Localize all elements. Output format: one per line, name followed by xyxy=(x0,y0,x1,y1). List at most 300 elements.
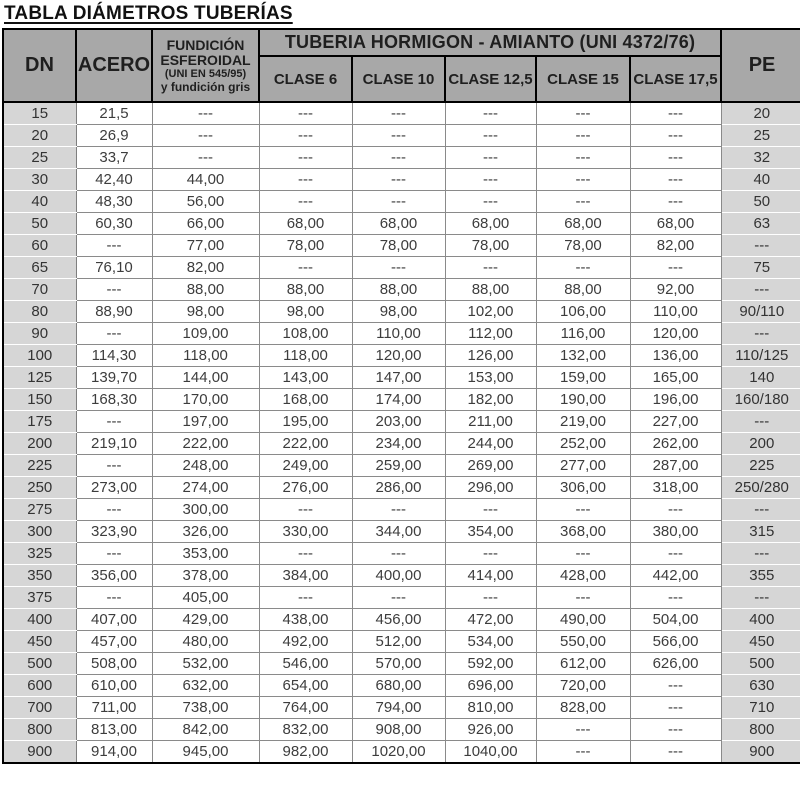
value-cell: 190,00 xyxy=(536,389,630,411)
value-cell: 654,00 xyxy=(259,675,352,697)
value-cell: 88,00 xyxy=(352,279,445,301)
dn-cell: 25 xyxy=(3,147,76,169)
value-cell: 286,00 xyxy=(352,477,445,499)
value-cell: 842,00 xyxy=(152,719,259,741)
value-cell: --- xyxy=(445,169,536,191)
value-cell: --- xyxy=(76,323,152,345)
value-cell: --- xyxy=(536,169,630,191)
value-cell: --- xyxy=(536,499,630,521)
value-cell: 1040,00 xyxy=(445,741,536,764)
fundicion-label-line4: y fundición gris xyxy=(160,79,251,94)
value-cell: 508,00 xyxy=(76,653,152,675)
value-cell: 442,00 xyxy=(630,565,721,587)
value-cell: 76,10 xyxy=(76,257,152,279)
value-cell: 813,00 xyxy=(76,719,152,741)
value-cell: 77,00 xyxy=(152,235,259,257)
dn-cell: 225 xyxy=(3,455,76,477)
dn-cell: 70 xyxy=(3,279,76,301)
value-cell: --- xyxy=(536,125,630,147)
dn-cell: 80 xyxy=(3,301,76,323)
value-cell: --- xyxy=(445,499,536,521)
value-cell: --- xyxy=(352,587,445,609)
pe-cell: --- xyxy=(721,279,800,301)
value-cell: --- xyxy=(259,257,352,279)
value-cell: --- xyxy=(259,125,352,147)
value-cell: 287,00 xyxy=(630,455,721,477)
col-header-clase-17-5: CLASE 17,5 xyxy=(630,56,721,102)
value-cell: --- xyxy=(445,543,536,565)
value-cell: 356,00 xyxy=(76,565,152,587)
pe-cell: 315 xyxy=(721,521,800,543)
value-cell: 306,00 xyxy=(536,477,630,499)
value-cell: --- xyxy=(259,587,352,609)
diameter-table xyxy=(2,28,800,764)
value-cell: 262,00 xyxy=(630,433,721,455)
value-cell: --- xyxy=(630,257,721,279)
value-cell: 318,00 xyxy=(630,477,721,499)
table-row xyxy=(3,675,800,697)
value-cell: 56,00 xyxy=(152,191,259,213)
value-cell: --- xyxy=(76,543,152,565)
value-cell: 144,00 xyxy=(152,367,259,389)
table-row xyxy=(3,301,800,323)
table-row xyxy=(3,169,800,191)
value-cell: 504,00 xyxy=(630,609,721,631)
table-row xyxy=(3,631,800,653)
value-cell: 98,00 xyxy=(352,301,445,323)
value-cell: 120,00 xyxy=(352,345,445,367)
value-cell: 534,00 xyxy=(445,631,536,653)
value-cell: 222,00 xyxy=(152,433,259,455)
value-cell: --- xyxy=(352,102,445,125)
value-cell: --- xyxy=(630,697,721,719)
value-cell: --- xyxy=(630,147,721,169)
pe-cell: 200 xyxy=(721,433,800,455)
value-cell: 68,00 xyxy=(630,213,721,235)
value-cell: 982,00 xyxy=(259,741,352,764)
value-cell: --- xyxy=(630,741,721,764)
pe-cell: 90/110 xyxy=(721,301,800,323)
value-cell: --- xyxy=(536,257,630,279)
value-cell: 269,00 xyxy=(445,455,536,477)
value-cell: --- xyxy=(76,279,152,301)
value-cell: 126,00 xyxy=(445,345,536,367)
value-cell: --- xyxy=(352,125,445,147)
value-cell: --- xyxy=(536,543,630,565)
value-cell: 612,00 xyxy=(536,653,630,675)
value-cell: 492,00 xyxy=(259,631,352,653)
dn-cell: 40 xyxy=(3,191,76,213)
dn-cell: 700 xyxy=(3,697,76,719)
col-header-clase-15: CLASE 15 xyxy=(536,56,630,102)
table-row xyxy=(3,411,800,433)
value-cell: --- xyxy=(76,587,152,609)
dn-cell: 325 xyxy=(3,543,76,565)
value-cell: 405,00 xyxy=(152,587,259,609)
pe-cell: --- xyxy=(721,411,800,433)
dn-cell: 200 xyxy=(3,433,76,455)
pe-cell: 450 xyxy=(721,631,800,653)
dn-cell: 450 xyxy=(3,631,76,653)
value-cell: 196,00 xyxy=(630,389,721,411)
value-cell: 353,00 xyxy=(152,543,259,565)
value-cell: 116,00 xyxy=(536,323,630,345)
value-cell: 414,00 xyxy=(445,565,536,587)
dn-cell: 275 xyxy=(3,499,76,521)
value-cell: 197,00 xyxy=(152,411,259,433)
dn-cell: 100 xyxy=(3,345,76,367)
pe-cell: 20 xyxy=(721,102,800,125)
table-row xyxy=(3,653,800,675)
value-cell: 118,00 xyxy=(259,345,352,367)
value-cell: 512,00 xyxy=(352,631,445,653)
value-cell: --- xyxy=(152,102,259,125)
dn-cell: 900 xyxy=(3,741,76,764)
value-cell: 490,00 xyxy=(536,609,630,631)
value-cell: 118,00 xyxy=(152,345,259,367)
col-header-clase-10: CLASE 10 xyxy=(352,56,445,102)
pe-cell: --- xyxy=(721,587,800,609)
value-cell: 165,00 xyxy=(630,367,721,389)
value-cell: --- xyxy=(445,191,536,213)
value-cell: 764,00 xyxy=(259,697,352,719)
value-cell: 354,00 xyxy=(445,521,536,543)
value-cell: 98,00 xyxy=(259,301,352,323)
value-cell: 68,00 xyxy=(536,213,630,235)
value-cell: 429,00 xyxy=(152,609,259,631)
pe-cell: --- xyxy=(721,543,800,565)
table-row xyxy=(3,455,800,477)
pe-cell: 250/280 xyxy=(721,477,800,499)
value-cell: 252,00 xyxy=(536,433,630,455)
value-cell: --- xyxy=(630,191,721,213)
table-row xyxy=(3,565,800,587)
value-cell: 546,00 xyxy=(259,653,352,675)
value-cell: 211,00 xyxy=(445,411,536,433)
value-cell: 110,00 xyxy=(352,323,445,345)
value-cell: 914,00 xyxy=(76,741,152,764)
value-cell: 98,00 xyxy=(152,301,259,323)
value-cell: 428,00 xyxy=(536,565,630,587)
dn-cell: 90 xyxy=(3,323,76,345)
value-cell: 738,00 xyxy=(152,697,259,719)
value-cell: 626,00 xyxy=(630,653,721,675)
value-cell: 259,00 xyxy=(352,455,445,477)
dn-cell: 20 xyxy=(3,125,76,147)
value-cell: 168,00 xyxy=(259,389,352,411)
value-cell: 68,00 xyxy=(259,213,352,235)
value-cell: 88,00 xyxy=(536,279,630,301)
pe-cell: 63 xyxy=(721,213,800,235)
value-cell: --- xyxy=(536,741,630,764)
value-cell: --- xyxy=(630,125,721,147)
pe-cell: 140 xyxy=(721,367,800,389)
value-cell: 323,90 xyxy=(76,521,152,543)
pe-cell: 40 xyxy=(721,169,800,191)
value-cell: 244,00 xyxy=(445,433,536,455)
dn-cell: 300 xyxy=(3,521,76,543)
table-row xyxy=(3,345,800,367)
value-cell: 696,00 xyxy=(445,675,536,697)
value-cell: 153,00 xyxy=(445,367,536,389)
table-row xyxy=(3,279,800,301)
col-header-clase-6: CLASE 6 xyxy=(259,56,352,102)
value-cell: 82,00 xyxy=(630,235,721,257)
value-cell: 384,00 xyxy=(259,565,352,587)
table-row xyxy=(3,367,800,389)
value-cell: 227,00 xyxy=(630,411,721,433)
dn-cell: 800 xyxy=(3,719,76,741)
table-row xyxy=(3,147,800,169)
value-cell: 139,70 xyxy=(76,367,152,389)
value-cell: --- xyxy=(259,543,352,565)
value-cell: 60,30 xyxy=(76,213,152,235)
pe-cell: 400 xyxy=(721,609,800,631)
value-cell: 106,00 xyxy=(536,301,630,323)
pe-cell: 110/125 xyxy=(721,345,800,367)
value-cell: 120,00 xyxy=(630,323,721,345)
value-cell: --- xyxy=(445,147,536,169)
value-cell: 632,00 xyxy=(152,675,259,697)
dn-cell: 15 xyxy=(3,102,76,125)
value-cell: 78,00 xyxy=(352,235,445,257)
dn-cell: 30 xyxy=(3,169,76,191)
table-row xyxy=(3,433,800,455)
pe-cell: 225 xyxy=(721,455,800,477)
value-cell: --- xyxy=(445,102,536,125)
value-cell: --- xyxy=(630,543,721,565)
value-cell: 480,00 xyxy=(152,631,259,653)
value-cell: 832,00 xyxy=(259,719,352,741)
value-cell: --- xyxy=(259,191,352,213)
value-cell: 400,00 xyxy=(352,565,445,587)
value-cell: --- xyxy=(259,102,352,125)
header-row-group xyxy=(3,29,800,56)
value-cell: 68,00 xyxy=(352,213,445,235)
value-cell: 570,00 xyxy=(352,653,445,675)
value-cell: --- xyxy=(259,147,352,169)
table-row xyxy=(3,477,800,499)
value-cell: --- xyxy=(630,719,721,741)
table-row xyxy=(3,191,800,213)
value-cell: --- xyxy=(536,102,630,125)
value-cell: --- xyxy=(445,125,536,147)
dn-cell: 65 xyxy=(3,257,76,279)
value-cell: 219,10 xyxy=(76,433,152,455)
value-cell: --- xyxy=(536,587,630,609)
value-cell: 330,00 xyxy=(259,521,352,543)
col-header-acero: ACERO xyxy=(76,29,152,102)
dn-cell: 125 xyxy=(3,367,76,389)
table-row xyxy=(3,587,800,609)
value-cell: 457,00 xyxy=(76,631,152,653)
value-cell: 222,00 xyxy=(259,433,352,455)
value-cell: --- xyxy=(630,675,721,697)
value-cell: 195,00 xyxy=(259,411,352,433)
value-cell: 550,00 xyxy=(536,631,630,653)
value-cell: 174,00 xyxy=(352,389,445,411)
table-row xyxy=(3,257,800,279)
value-cell: 248,00 xyxy=(152,455,259,477)
value-cell: 159,00 xyxy=(536,367,630,389)
value-cell: 44,00 xyxy=(152,169,259,191)
table-row xyxy=(3,697,800,719)
table-row xyxy=(3,609,800,631)
value-cell: 566,00 xyxy=(630,631,721,653)
value-cell: 378,00 xyxy=(152,565,259,587)
value-cell: 274,00 xyxy=(152,477,259,499)
table-row xyxy=(3,741,800,764)
value-cell: 326,00 xyxy=(152,521,259,543)
value-cell: 132,00 xyxy=(536,345,630,367)
value-cell: 147,00 xyxy=(352,367,445,389)
value-cell: 203,00 xyxy=(352,411,445,433)
dn-cell: 175 xyxy=(3,411,76,433)
value-cell: 472,00 xyxy=(445,609,536,631)
pe-cell: 25 xyxy=(721,125,800,147)
value-cell: 136,00 xyxy=(630,345,721,367)
value-cell: 21,5 xyxy=(76,102,152,125)
value-cell: --- xyxy=(76,411,152,433)
pe-cell: 630 xyxy=(721,675,800,697)
dn-cell: 350 xyxy=(3,565,76,587)
table-row xyxy=(3,235,800,257)
page-title: TABLA DIÁMETROS TUBERÍAS xyxy=(4,3,293,24)
value-cell: --- xyxy=(352,191,445,213)
pe-cell: 800 xyxy=(721,719,800,741)
pe-cell: 32 xyxy=(721,147,800,169)
value-cell: --- xyxy=(352,499,445,521)
value-cell: --- xyxy=(352,257,445,279)
dn-cell: 60 xyxy=(3,235,76,257)
table-row xyxy=(3,213,800,235)
table-row xyxy=(3,543,800,565)
value-cell: 368,00 xyxy=(536,521,630,543)
value-cell: 810,00 xyxy=(445,697,536,719)
value-cell: 88,90 xyxy=(76,301,152,323)
value-cell: 456,00 xyxy=(352,609,445,631)
value-cell: 828,00 xyxy=(536,697,630,719)
value-cell: 273,00 xyxy=(76,477,152,499)
value-cell: --- xyxy=(630,169,721,191)
value-cell: 219,00 xyxy=(536,411,630,433)
pe-cell: 500 xyxy=(721,653,800,675)
value-cell: --- xyxy=(352,543,445,565)
value-cell: 300,00 xyxy=(152,499,259,521)
dn-cell: 600 xyxy=(3,675,76,697)
value-cell: 78,00 xyxy=(259,235,352,257)
value-cell: 182,00 xyxy=(445,389,536,411)
table-row xyxy=(3,719,800,741)
value-cell: --- xyxy=(630,587,721,609)
value-cell: 26,9 xyxy=(76,125,152,147)
value-cell: --- xyxy=(536,719,630,741)
table-body xyxy=(3,102,800,763)
value-cell: 102,00 xyxy=(445,301,536,323)
value-cell: --- xyxy=(536,191,630,213)
dn-cell: 50 xyxy=(3,213,76,235)
value-cell: 114,30 xyxy=(76,345,152,367)
dn-cell: 150 xyxy=(3,389,76,411)
value-cell: 711,00 xyxy=(76,697,152,719)
value-cell: 78,00 xyxy=(536,235,630,257)
value-cell: 926,00 xyxy=(445,719,536,741)
value-cell: --- xyxy=(152,125,259,147)
value-cell: --- xyxy=(76,499,152,521)
table-row xyxy=(3,102,800,125)
value-cell: 344,00 xyxy=(352,521,445,543)
value-cell: 66,00 xyxy=(152,213,259,235)
value-cell: 88,00 xyxy=(152,279,259,301)
value-cell: 438,00 xyxy=(259,609,352,631)
value-cell: 908,00 xyxy=(352,719,445,741)
pe-cell: 75 xyxy=(721,257,800,279)
col-header-pe: PE xyxy=(721,29,800,102)
pe-cell: 50 xyxy=(721,191,800,213)
table-header xyxy=(3,29,800,102)
value-cell: 1020,00 xyxy=(352,741,445,764)
value-cell: 112,00 xyxy=(445,323,536,345)
value-cell: --- xyxy=(352,169,445,191)
value-cell: --- xyxy=(152,147,259,169)
value-cell: --- xyxy=(352,147,445,169)
table-row xyxy=(3,521,800,543)
value-cell: 532,00 xyxy=(152,653,259,675)
value-cell: --- xyxy=(259,499,352,521)
value-cell: 296,00 xyxy=(445,477,536,499)
table-row xyxy=(3,389,800,411)
value-cell: 109,00 xyxy=(152,323,259,345)
pe-cell: 355 xyxy=(721,565,800,587)
pe-cell: --- xyxy=(721,235,800,257)
fundicion-label-line3: (UNI EN 545/95) xyxy=(164,67,247,80)
dn-cell: 500 xyxy=(3,653,76,675)
value-cell: 277,00 xyxy=(536,455,630,477)
value-cell: --- xyxy=(630,102,721,125)
value-cell: 170,00 xyxy=(152,389,259,411)
value-cell: 108,00 xyxy=(259,323,352,345)
pe-cell: 160/180 xyxy=(721,389,800,411)
value-cell: 720,00 xyxy=(536,675,630,697)
pe-cell: 900 xyxy=(721,741,800,764)
col-header-dn: DN xyxy=(3,29,76,102)
value-cell: 33,7 xyxy=(76,147,152,169)
value-cell: 92,00 xyxy=(630,279,721,301)
value-cell: --- xyxy=(536,147,630,169)
col-header-fundicion xyxy=(152,29,259,102)
value-cell: 88,00 xyxy=(445,279,536,301)
value-cell: 82,00 xyxy=(152,257,259,279)
value-cell: 168,30 xyxy=(76,389,152,411)
pe-cell: --- xyxy=(721,323,800,345)
value-cell: --- xyxy=(445,587,536,609)
table-row xyxy=(3,323,800,345)
fundicion-label-line2: ESFEROIDAL xyxy=(160,51,251,68)
value-cell: 794,00 xyxy=(352,697,445,719)
value-cell: 234,00 xyxy=(352,433,445,455)
value-cell: 592,00 xyxy=(445,653,536,675)
value-cell: 110,00 xyxy=(630,301,721,323)
value-cell: --- xyxy=(630,499,721,521)
value-cell: 78,00 xyxy=(445,235,536,257)
value-cell: 48,30 xyxy=(76,191,152,213)
value-cell: 407,00 xyxy=(76,609,152,631)
value-cell: 42,40 xyxy=(76,169,152,191)
pe-cell: 710 xyxy=(721,697,800,719)
value-cell: --- xyxy=(259,169,352,191)
group-header-hormigon-amianto: TUBERIA HORMIGON - AMIANTO (UNI 4372/76) xyxy=(259,29,721,56)
dn-cell: 400 xyxy=(3,609,76,631)
